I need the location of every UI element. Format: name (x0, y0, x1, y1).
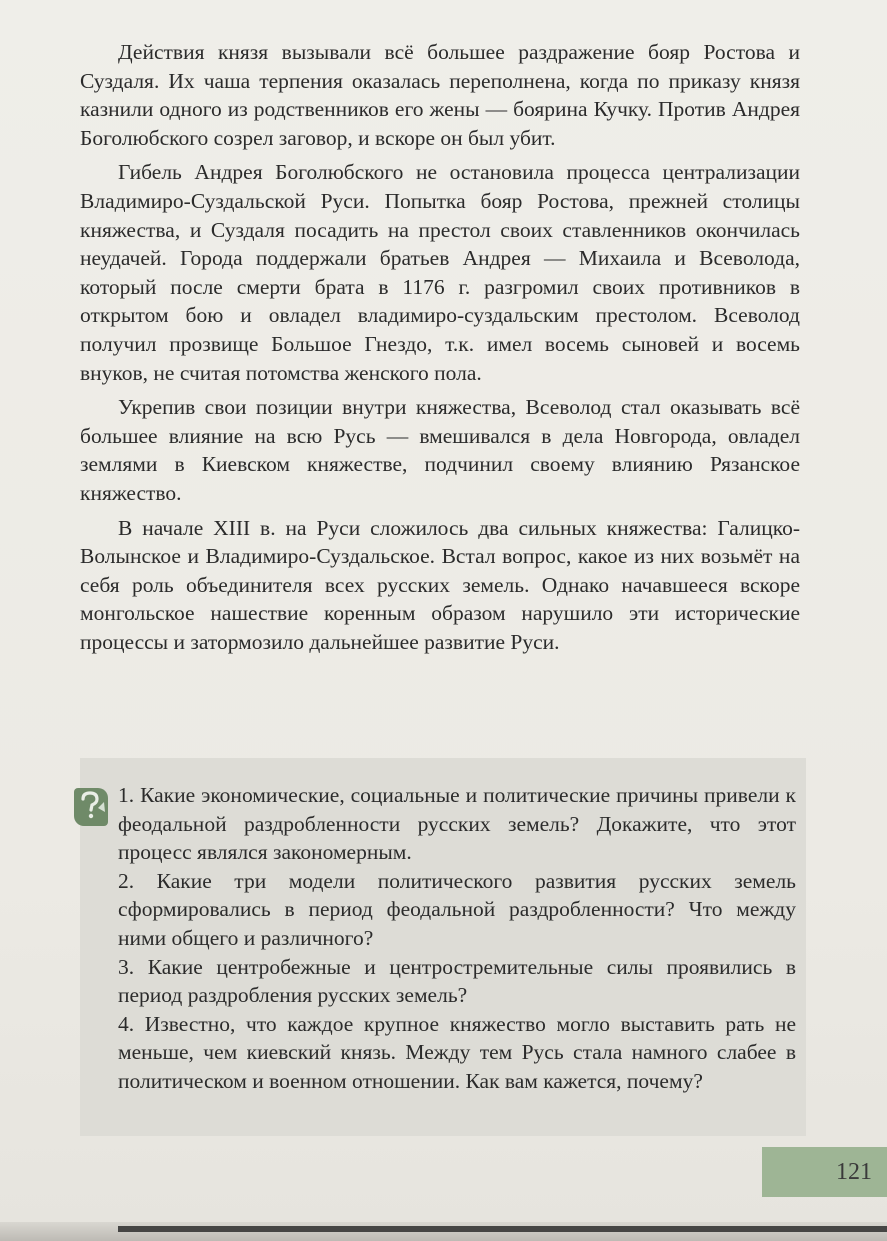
paragraph-1: Действия князя вызывали всё большее раздражение бояр Ростова и Суздаля. Их чаша терпения оказалась переполнена, когда по приказу князя казнили одного из родственников его жены — боярина Кучку. Против Андрея Боголюбского созрел заговор, и вскоре он был убит. (80, 40, 800, 150)
question-4: 4. Известно, что каждое крупное княжество могло выставить рать не меньше, чем киевский князь. Между тем Русь стала намного слабее в политическом и военном отношении. Как вам кажется, почему? (118, 1011, 796, 1093)
question-2: 2. Какие три модели политического развития русских земель сформировались в период феодальной раздробленности? Что между ними общего и различного? (118, 868, 796, 950)
review-questions (118, 781, 796, 1096)
page-number: 121 (836, 1159, 872, 1185)
questions-icon (74, 788, 108, 826)
question-1: 1. Какие экономические, социальные и политические причины привели к феодальной раздробленности русских земель? Докажите, что этот процесс являлся закономерным. (118, 783, 796, 865)
paragraph-3: Укрепив свои позиции внутри княжества, Всеволод стал оказывать всё большее влияние на всю Русь — вмешивался в дела Новгорода, овладел землями в Киевском княжестве, подчинил своему влиянию Рязанское княжество. (80, 395, 800, 505)
paragraph-2: Гибель Андрея Боголюбского не остановила процесса централизации Владимиро-Суздальской Руси. Попытка бояр Ростова, прежней столицы княжества, и Суздаля посадить на престол своих ставленников окончилась неудачей. Города поддержали братьев Андрея — Михаила и Всеволода, который после смерти брата в 1176 г. разгромил своих противников в открытом бою и овладел владимиро-суздальским престолом. Всеволод получил прозвище Большое Гнездо, т.к. имел восемь сыновей и восемь внуков, не считая потомства женского пола. (80, 160, 800, 385)
scan-shadow-strip (118, 1226, 887, 1232)
paragraph-4: В начале XIII в. на Руси сложилось два сильных княжества: Галицко-Волынское и Владимиро-Суздальское. Встал вопрос, какое из них возьмёт на себя роль объединителя всех русских земель. Однако начавшееся вскоре монгольское нашествие коренным образом нарушило эти исторические процессы и затормозило дальнейшее развитие Руси. (80, 515, 800, 654)
question-3: 3. Какие центробежные и центростремительные силы проявились в период раздробления русских земель? (118, 954, 796, 1008)
main-text (80, 38, 800, 662)
